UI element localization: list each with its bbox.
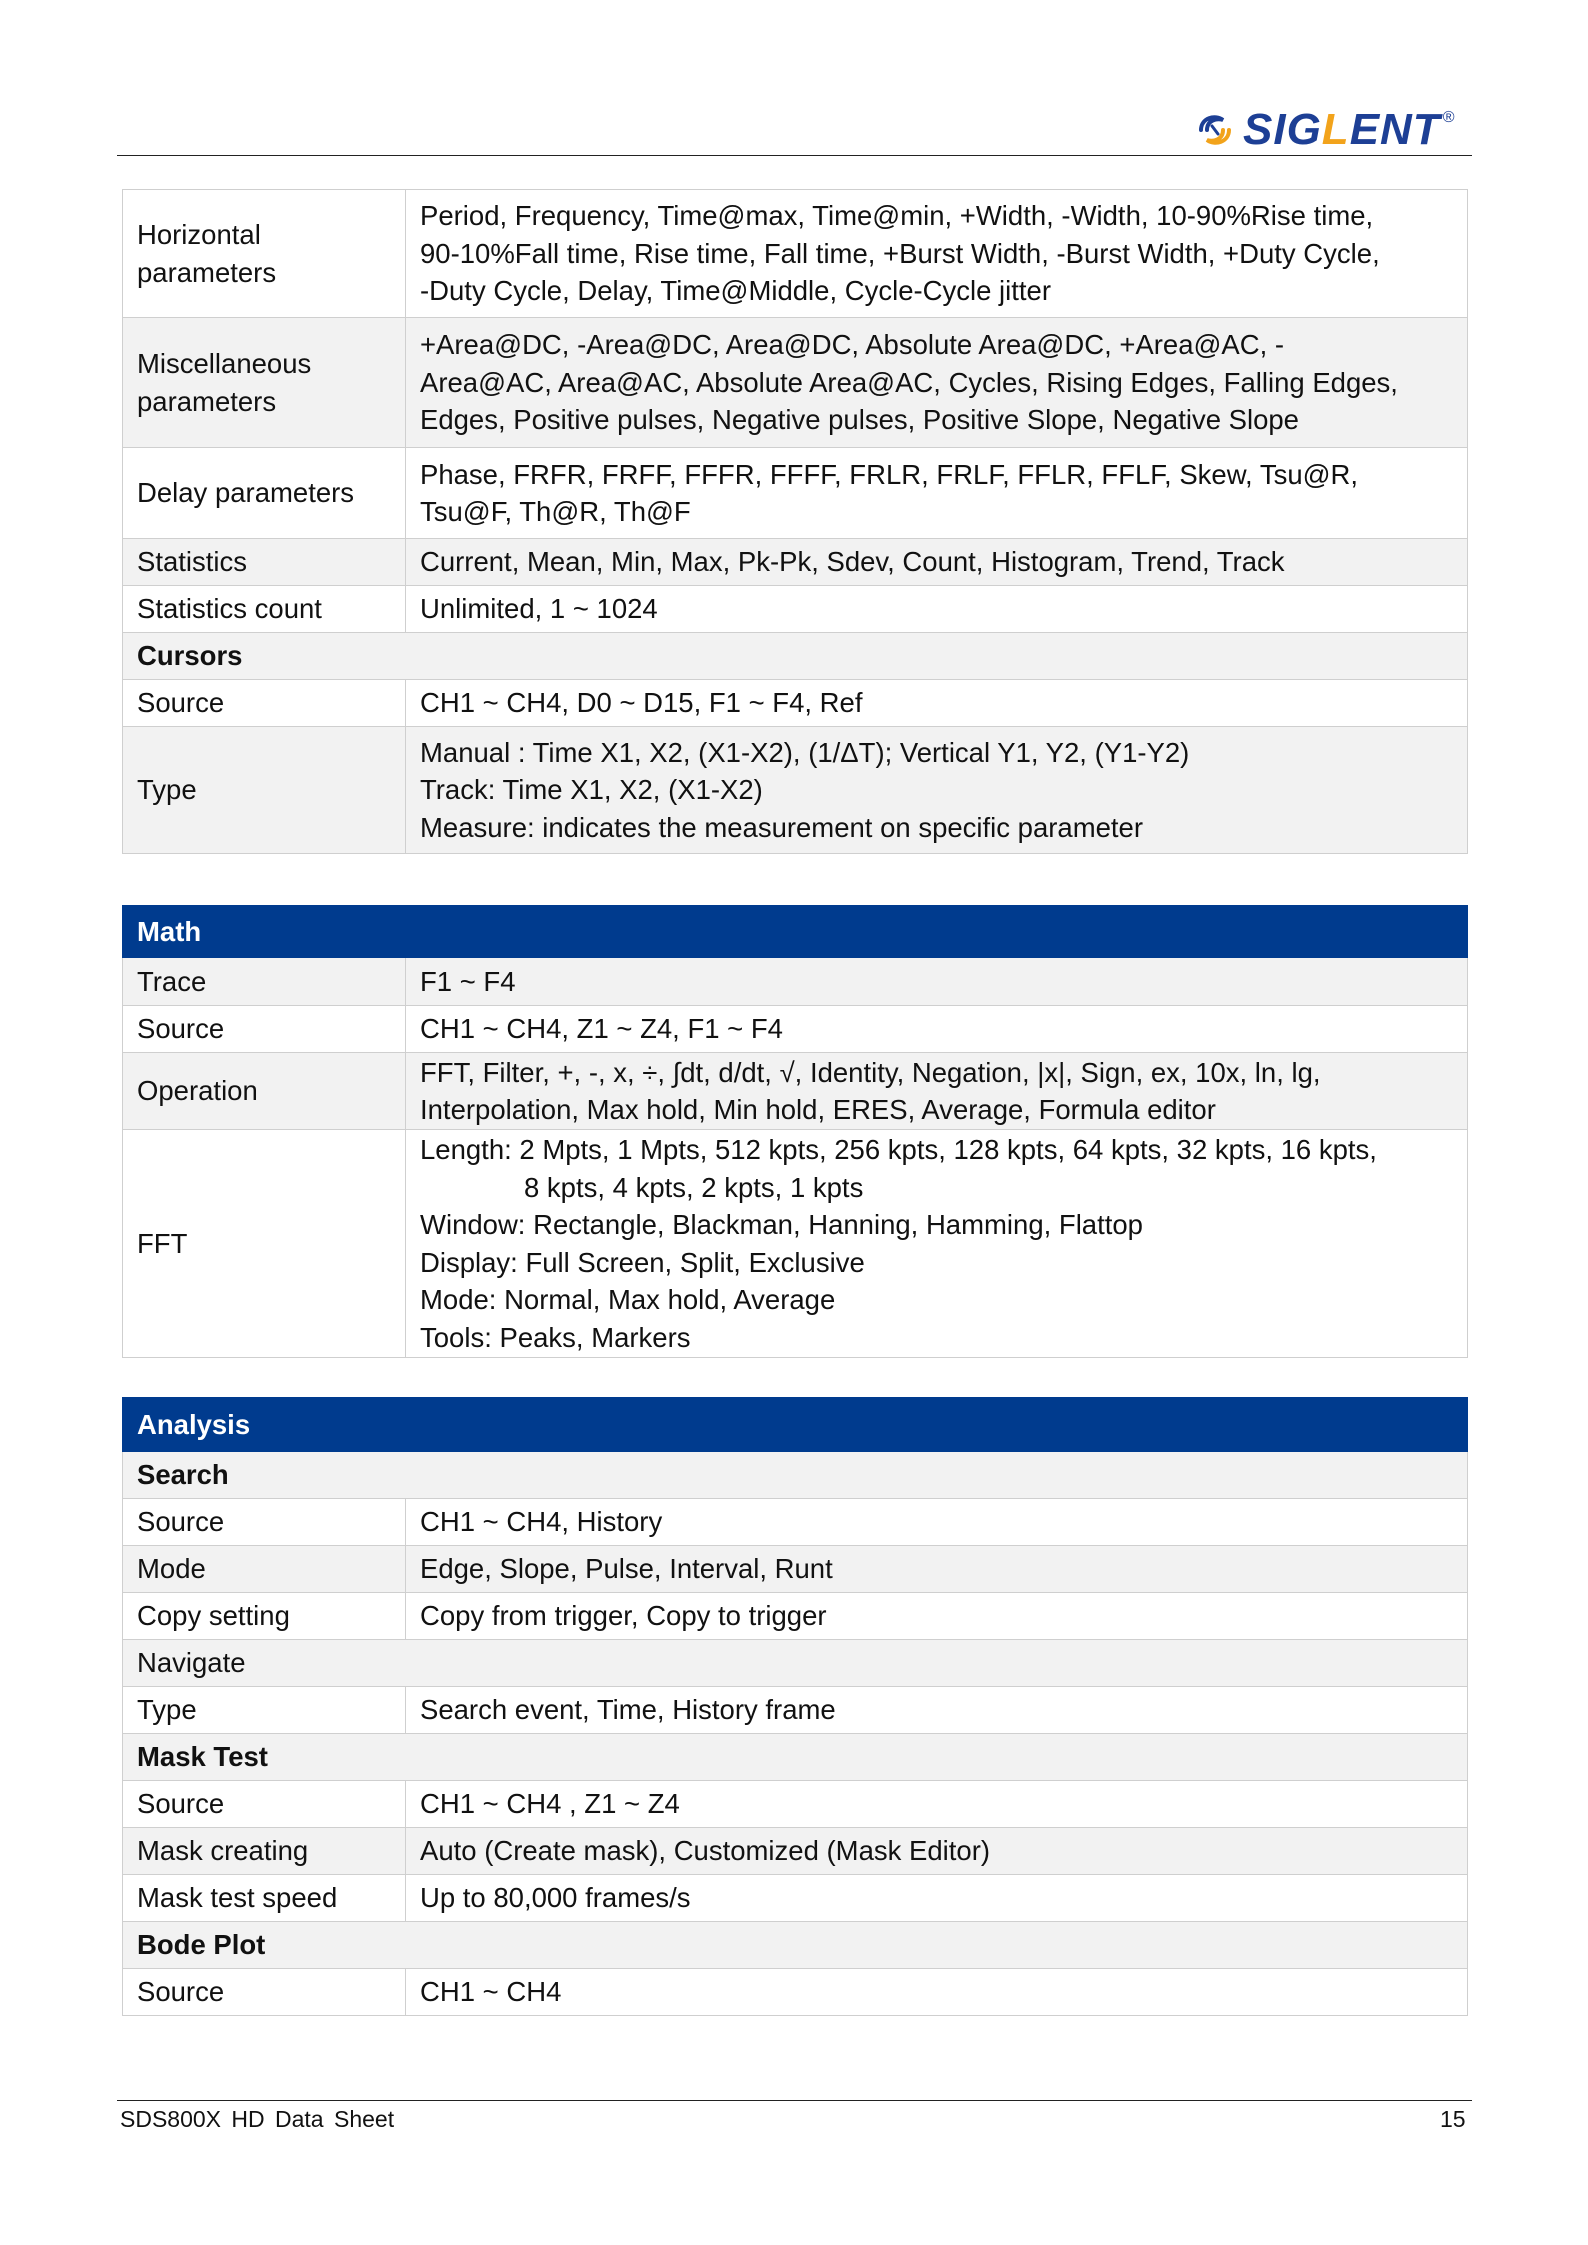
spec-value	[406, 190, 1468, 318]
spec-value-line: CH1 ~ CH4, History	[420, 1506, 663, 1538]
spec-value	[406, 539, 1468, 586]
spec-value-line: Auto (Create mask), Customized (Mask Editor)	[420, 1835, 991, 1867]
spec-value	[406, 448, 1468, 539]
spec-row-operation	[123, 1053, 1468, 1130]
siglent-swirl-icon	[1193, 108, 1237, 152]
spec-row-source	[123, 1781, 1468, 1828]
spec-row-horizontal-parameters	[123, 190, 1468, 318]
spec-value-line: Edge, Slope, Pulse, Interval, Runt	[420, 1553, 833, 1585]
spec-row-source	[123, 680, 1468, 727]
registered-mark: ®	[1442, 109, 1455, 126]
subsection-label: Navigate	[123, 1640, 1468, 1687]
spec-value	[406, 727, 1468, 854]
logo-wordmark: SIGLENT	[1243, 105, 1441, 154]
spec-row-type	[123, 1687, 1468, 1734]
spec-row-fft	[123, 1130, 1468, 1358]
spec-value-line: Phase, FRFR, FRFF, FFFR, FFFF, FRLR, FRLF, FFLR, FFLF, Skew, Tsu@R,	[420, 458, 1359, 490]
spec-value-line: Edges, Positive pulses, Negative pulses, Positive Slope, Negative Slope	[420, 404, 1299, 436]
spec-label: Type	[123, 727, 406, 854]
spec-row-source	[123, 1006, 1468, 1053]
header-divider	[117, 155, 1472, 156]
spec-value-line: Period, Frequency, Time@max, Time@min, +Width, -Width, 10-90%Rise time,	[420, 200, 1374, 232]
siglent-logo	[1193, 105, 1454, 155]
spec-value	[406, 586, 1468, 633]
spec-value-line: Display: Full Screen, Split, Exclusive	[420, 1246, 865, 1278]
section-title: Math	[123, 906, 1468, 958]
spec-row-mask-test-speed	[123, 1875, 1468, 1922]
spec-value-line: Manual : Time X1, X2, (X1-X2), (1/ΔT); Vertical Y1, Y2, (Y1-Y2)	[420, 736, 1190, 768]
spec-row-type	[123, 727, 1468, 854]
spec-label: Source	[123, 1969, 406, 2016]
spec-row-copy-setting	[123, 1593, 1468, 1640]
spec-value-line: 90-10%Fall time, Rise time, Fall time, +Burst Width, -Burst Width, +Duty Cycle,	[420, 237, 1380, 269]
spec-value	[406, 1875, 1468, 1922]
spec-label: Type	[123, 1687, 406, 1734]
spec-value-line: CH1 ~ CH4 , Z1 ~ Z4	[420, 1788, 680, 1820]
spec-row-source	[123, 1969, 1468, 2016]
spec-value-line: Search event, Time, History frame	[420, 1694, 836, 1726]
subsection-row-cursors	[123, 633, 1468, 680]
subsection-row-bode-plot	[123, 1922, 1468, 1969]
spec-value-line: Area@AC, Area@AC, Absolute Area@AC, Cycles, Rising Edges, Falling Edges,	[420, 366, 1398, 398]
spec-value-line: Current, Mean, Min, Max, Pk-Pk, Sdev, Count, Histogram, Trend, Track	[420, 546, 1285, 578]
subsection-label: Search	[123, 1452, 1468, 1499]
spec-label: Mask creating	[123, 1828, 406, 1875]
spec-value-line: FFT, Filter, +, -, x, ÷, ∫dt, d/dt, √, Identity, Negation, |x|, Sign, ex, 10x, ln, lg,	[420, 1056, 1321, 1088]
spec-value	[406, 1006, 1468, 1053]
footer-doc-title: SDS800X HD Data Sheet	[120, 2106, 395, 2132]
subsection-row-mask-test	[123, 1734, 1468, 1781]
spec-label: Mask test speed	[123, 1875, 406, 1922]
spec-value-line: Length: 2 Mpts, 1 Mpts, 512 kpts, 256 kpts, 128 kpts, 64 kpts, 32 kpts, 16 kpts,	[420, 1134, 1377, 1165]
section-title: Analysis	[123, 1398, 1468, 1452]
spec-value-line: F1 ~ F4	[420, 965, 516, 997]
spec-label: Source	[123, 1006, 406, 1053]
spec-row-trace	[123, 958, 1468, 1006]
spec-value-line: Interpolation, Max hold, Min hold, ERES, Average, Formula editor	[420, 1094, 1216, 1125]
spec-table-math	[122, 905, 1468, 1358]
spec-label: Source	[123, 1499, 406, 1546]
spec-row-mode	[123, 1546, 1468, 1593]
spec-value	[406, 1781, 1468, 1828]
spec-value-line: Measure: indicates the measurement on specific parameter	[420, 811, 1143, 843]
spec-label: Operation	[123, 1053, 406, 1130]
spec-value	[406, 1593, 1468, 1640]
footer-page-number: 15	[1440, 2106, 1466, 2132]
spec-label: Statistics	[123, 539, 406, 586]
spec-value-line: Tsu@F, Th@R, Th@F	[420, 496, 691, 527]
footer-divider	[117, 2100, 1472, 2101]
spec-label: Miscellaneous parameters	[123, 318, 406, 448]
spec-value	[406, 1969, 1468, 2016]
spec-value-line: -Duty Cycle, Delay, Time@Middle, Cycle-Cycle jitter	[420, 275, 1052, 307]
spec-value	[406, 1828, 1468, 1875]
spec-table-measurements	[122, 189, 1468, 854]
spec-label: Horizontal parameters	[123, 190, 406, 318]
spec-row-miscellaneous-parameters	[123, 318, 1468, 448]
spec-value	[406, 1053, 1468, 1130]
spec-value-line: Mode: Normal, Max hold, Average	[420, 1284, 836, 1315]
spec-value-line: Unlimited, 1 ~ 1024	[420, 593, 658, 625]
spec-value	[406, 680, 1468, 727]
spec-value	[406, 1687, 1468, 1734]
spec-value-line: 8 kpts, 4 kpts, 2 kpts, 1 kpts	[524, 1171, 864, 1203]
spec-row-source	[123, 1499, 1468, 1546]
section-header-row	[123, 906, 1468, 958]
spec-value-line: Copy from trigger, Copy to trigger	[420, 1600, 827, 1632]
spec-row-mask-creating	[123, 1828, 1468, 1875]
spec-row-statistics-count	[123, 586, 1468, 633]
spec-label: Trace	[123, 958, 406, 1006]
spec-label: Copy setting	[123, 1593, 406, 1640]
spec-label: Mode	[123, 1546, 406, 1593]
spec-value-line: Tools: Peaks, Markers	[420, 1321, 691, 1353]
spec-table-analysis	[122, 1397, 1468, 2016]
spec-value-line: +Area@DC, -Area@DC, Area@DC, Absolute Area@DC, +Area@AC, -	[420, 329, 1285, 361]
spec-label: Source	[123, 680, 406, 727]
subsection-label: Mask Test	[123, 1734, 1468, 1781]
spec-value	[406, 1546, 1468, 1593]
spec-value-line: CH1 ~ CH4, Z1 ~ Z4, F1 ~ F4	[420, 1013, 783, 1045]
subsection-label: Cursors	[123, 633, 1468, 680]
spec-value	[406, 1499, 1468, 1546]
spec-row-statistics	[123, 539, 1468, 586]
subsection-label: Bode Plot	[123, 1922, 1468, 1969]
spec-value-line: Window: Rectangle, Blackman, Hanning, Hamming, Flattop	[420, 1209, 1143, 1240]
spec-value-line: Track: Time X1, X2, (X1-X2)	[420, 774, 763, 806]
spec-row-delay-parameters	[123, 448, 1468, 539]
spec-label: Source	[123, 1781, 406, 1828]
spec-label: Statistics count	[123, 586, 406, 633]
spec-value	[406, 318, 1468, 448]
subsection-row-navigate	[123, 1640, 1468, 1687]
spec-value	[406, 958, 1468, 1006]
spec-value	[406, 1130, 1468, 1358]
section-header-row	[123, 1398, 1468, 1452]
subsection-row-search	[123, 1452, 1468, 1499]
spec-label: Delay parameters	[123, 448, 406, 539]
spec-value-line: CH1 ~ CH4, D0 ~ D15, F1 ~ F4, Ref	[420, 687, 863, 719]
spec-label: FFT	[123, 1130, 406, 1358]
spec-value-line: Up to 80,000 frames/s	[420, 1882, 691, 1914]
spec-value-line: CH1 ~ CH4	[420, 1976, 562, 2008]
